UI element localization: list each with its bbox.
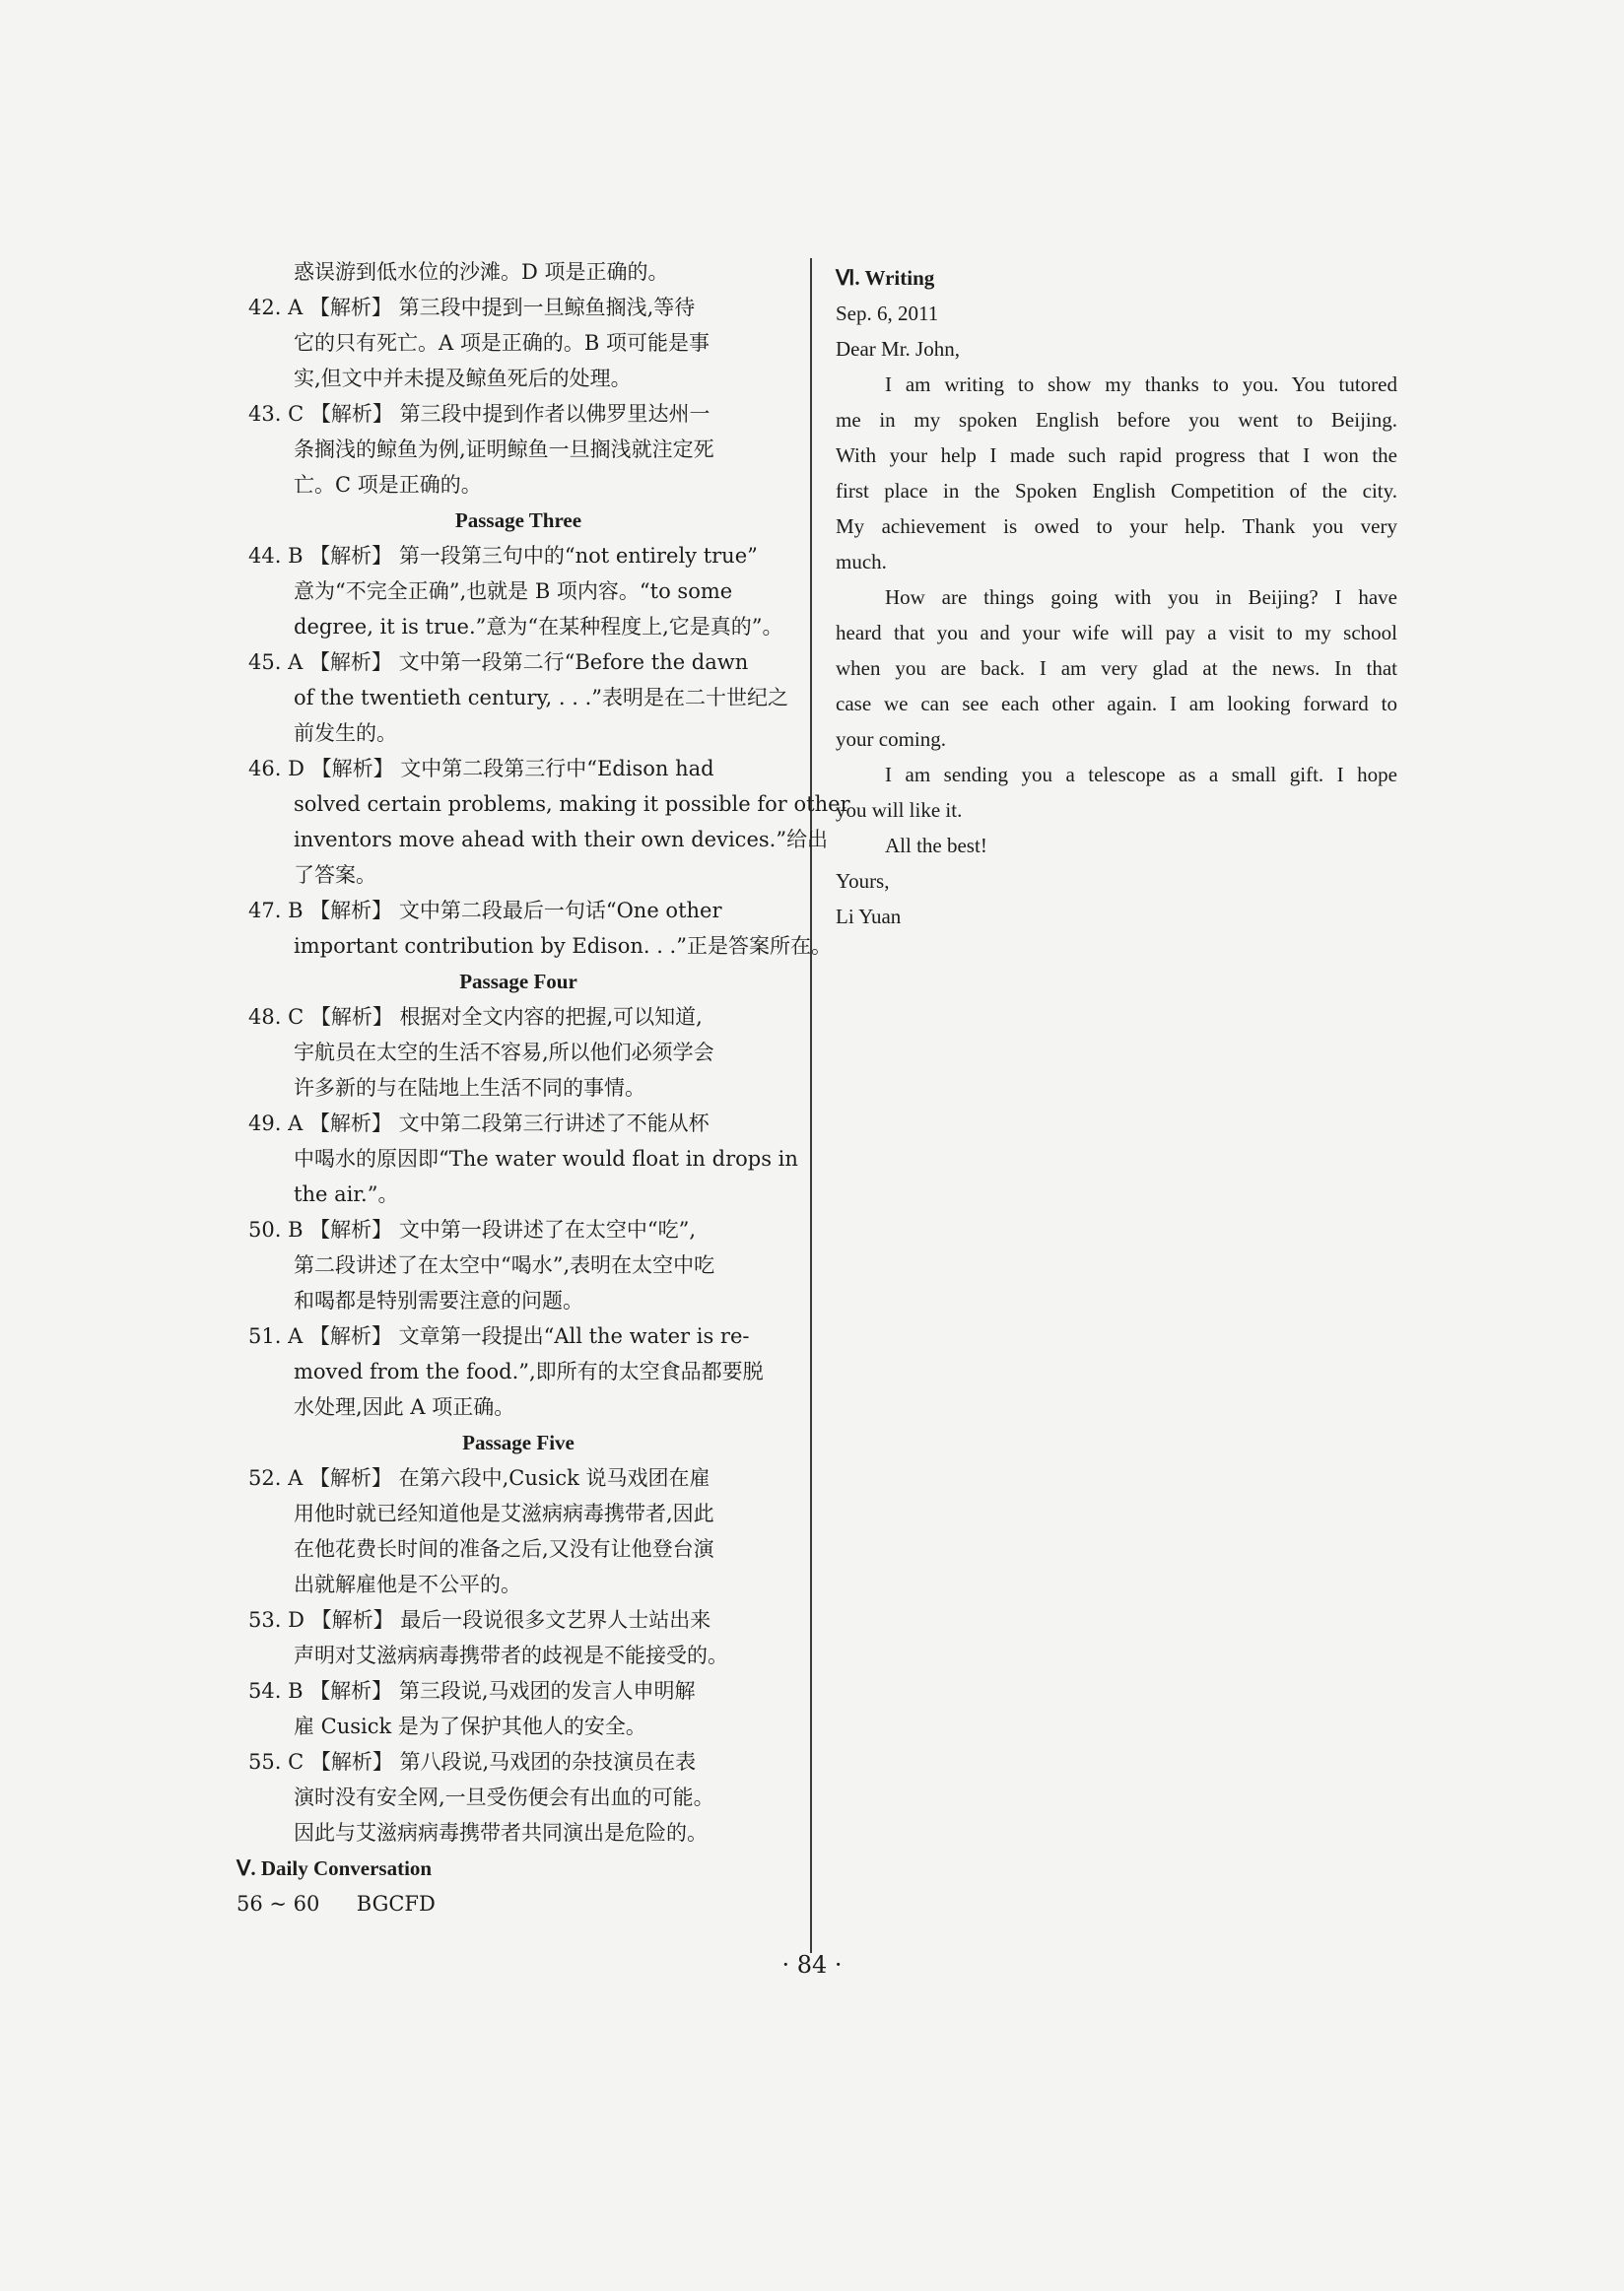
passage-four-heading: Passage Four — [459, 970, 577, 993]
passage-three-heading: Passage Three — [454, 508, 582, 532]
intro-line: 惑误游到低水位的沙滩。D 项是正确的。 — [294, 260, 669, 284]
left-column — [237, 254, 850, 1921]
answer-line: 了答案。 — [294, 863, 376, 887]
answers-value: BGCFD — [356, 1892, 436, 1916]
answer-line: 48. C 【解析】 根据对全文内容的把握,可以知道, — [248, 1005, 703, 1029]
answer-line: 出就解雇他是不公平的。 — [294, 1573, 521, 1596]
answer-line: solved certain problems, making it possible for other — [294, 792, 850, 816]
letter-line: How are things going with you in Beijing? I have — [885, 585, 1397, 609]
answers-row — [237, 1886, 800, 1921]
answer-line: 46. D 【解析】 文中第二段第三行中“Edison had — [248, 757, 714, 780]
answer-line: 雇 Cusick 是为了保护其他人的安全。 — [294, 1715, 646, 1738]
answer-line: 它的只有死亡。A 项是正确的。B 项可能是事 — [294, 331, 710, 355]
letter-line: With your help I made such rapid progress that I won the — [836, 443, 1397, 467]
answer-line: 55. C 【解析】 第八段说,马戏团的杂技演员在表 — [248, 1750, 697, 1774]
answer-line: 实,但文中并未提及鲸鱼死后的处理。 — [294, 367, 632, 390]
answer-line: 意为“不完全正确”,也就是 B 项内容。“to some — [294, 579, 733, 603]
answer-group-passage-three — [237, 538, 850, 964]
letter-date: Sep. 6, 2011 — [836, 302, 939, 325]
letter-line: first place in the Spoken English Competition of the city. — [836, 479, 1397, 503]
letter-line: case we can see each other again. I am looking forward to — [836, 692, 1397, 715]
answer-item — [237, 538, 800, 644]
answer-group-passage-two — [237, 290, 800, 503]
answer-line: the air.”。 — [294, 1182, 399, 1206]
answer-line: 45. A 【解析】 文中第一段第二行“Before the dawn — [248, 650, 749, 674]
answer-line: 水处理,因此 A 项正确。 — [294, 1395, 515, 1419]
letter-line: you will like it. — [836, 798, 963, 822]
answer-item — [237, 1212, 800, 1318]
column-divider — [810, 258, 812, 1953]
answer-item — [237, 751, 850, 893]
answer-line: degree, it is true.”意为“在某种程度上,它是真的”。 — [294, 615, 783, 639]
answer-item — [237, 396, 800, 503]
answer-line: 宇航员在太空的生活不容易,所以他们必须学会 — [294, 1041, 714, 1064]
answer-line: 44. B 【解析】 第一段第三句中的“not entirely true” — [248, 544, 758, 568]
letter-line: heard that you and your wife will pay a visit to my school — [836, 621, 1397, 644]
answer-item — [237, 290, 800, 396]
answer-line: 亡。C 项是正确的。 — [294, 473, 482, 497]
answer-item — [237, 1460, 800, 1602]
answer-line: 54. B 【解析】 第三段说,马戏团的发言人申明解 — [248, 1679, 696, 1703]
letter-line: much. — [836, 550, 887, 573]
letter-paragraph-3 — [836, 757, 1397, 828]
letter-paragraph-1 — [836, 367, 1397, 579]
answer-line: 因此与艾滋病病毒携带者共同演出是危险的。 — [294, 1821, 708, 1845]
letter-line: your coming. — [836, 727, 946, 751]
answer-item — [237, 644, 800, 751]
answer-item — [237, 1106, 800, 1212]
letter-salutation: Dear Mr. John, — [836, 337, 960, 361]
answer-line: 中喝水的原因即“The water would float in drops in — [294, 1147, 798, 1171]
answer-line: 52. A 【解析】 在第六段中,Cusick 说马戏团在雇 — [248, 1466, 710, 1490]
answer-item — [237, 893, 832, 964]
letter-signature: Li Yuan — [836, 905, 902, 928]
answer-group-passage-five — [237, 1460, 800, 1851]
answer-line: 50. B 【解析】 文中第一段讲述了在太空中“吃”, — [248, 1218, 697, 1242]
answers-range: 56 ~ 60 — [237, 1892, 320, 1916]
answer-line: moved from the food.”,即所有的太空食品都要脱 — [294, 1360, 764, 1383]
letter-yours: Yours, — [836, 869, 890, 893]
answer-item — [237, 1673, 800, 1744]
letter-line: when you are back. I am very glad at the news. In that — [836, 656, 1397, 680]
answer-line: 前发生的。 — [294, 721, 397, 745]
answer-line: 47. B 【解析】 文中第二段最后一句话“One other — [248, 899, 722, 922]
answer-item — [237, 1744, 800, 1851]
answer-line: 在他花费长时间的准备之后,又没有让他登台演 — [294, 1537, 714, 1561]
answer-item — [237, 999, 800, 1106]
answer-line: 用他时就已经知道他是艾滋病病毒携带者,因此 — [294, 1502, 714, 1525]
answer-line: 43. C 【解析】 第三段中提到作者以佛罗里达州一 — [248, 402, 710, 426]
answer-line: 53. D 【解析】 最后一段说很多文艺界人士站出来 — [248, 1608, 711, 1632]
answer-line: important contribution by Edison. . .”正是答案所在。 — [294, 934, 832, 958]
answer-line: 42. A 【解析】 第三段中提到一旦鲸鱼搁浅,等待 — [248, 296, 696, 319]
passage-five-heading: Passage Five — [462, 1431, 575, 1454]
letter-line: My achievement is owed to your help. Thank you very — [836, 514, 1397, 538]
letter-paragraph-2 — [836, 579, 1397, 757]
letter-line: I am writing to show my thanks to you. You tutored — [885, 372, 1397, 396]
answer-line: 第二段讲述了在太空中“喝水”,表明在太空中吃 — [294, 1253, 715, 1277]
answer-line: 和喝都是特别需要注意的问题。 — [294, 1289, 583, 1313]
answer-line: 51. A 【解析】 文章第一段提出“All the water is re- — [248, 1324, 750, 1348]
answer-item — [237, 1318, 800, 1425]
section-v-heading: Ⅴ. Daily Conversation — [237, 1856, 433, 1880]
answer-line: 许多新的与在陆地上生活不同的事情。 — [294, 1076, 645, 1100]
answer-item — [237, 1602, 800, 1673]
letter-line: me in my spoken English before you went to Beijing. — [836, 408, 1397, 432]
answer-line: 条搁浅的鲸鱼为例,证明鲸鱼一旦搁浅就注定死 — [294, 438, 714, 461]
answer-line: 声明对艾滋病病毒携带者的歧视是不能接受的。 — [294, 1644, 728, 1667]
answer-group-passage-four — [237, 999, 800, 1425]
answer-line: 49. A 【解析】 文中第二段第三行讲述了不能从杯 — [248, 1112, 710, 1135]
answer-line: 演时没有安全网,一旦受伤便会有出血的可能。 — [294, 1786, 714, 1809]
answer-line: of the twentieth century, . . .”表明是在二十世纪之 — [294, 686, 788, 709]
letter-line: I am sending you a telescope as a small gift. I hope — [885, 763, 1397, 786]
answer-line: inventors move ahead with their own devices.”给出 — [294, 828, 829, 851]
section-vi-heading: Ⅵ. Writing — [836, 266, 935, 290]
right-column — [836, 260, 1397, 934]
page-number: · 84 · — [781, 1951, 843, 1979]
letter-closing: All the best! — [885, 834, 987, 857]
